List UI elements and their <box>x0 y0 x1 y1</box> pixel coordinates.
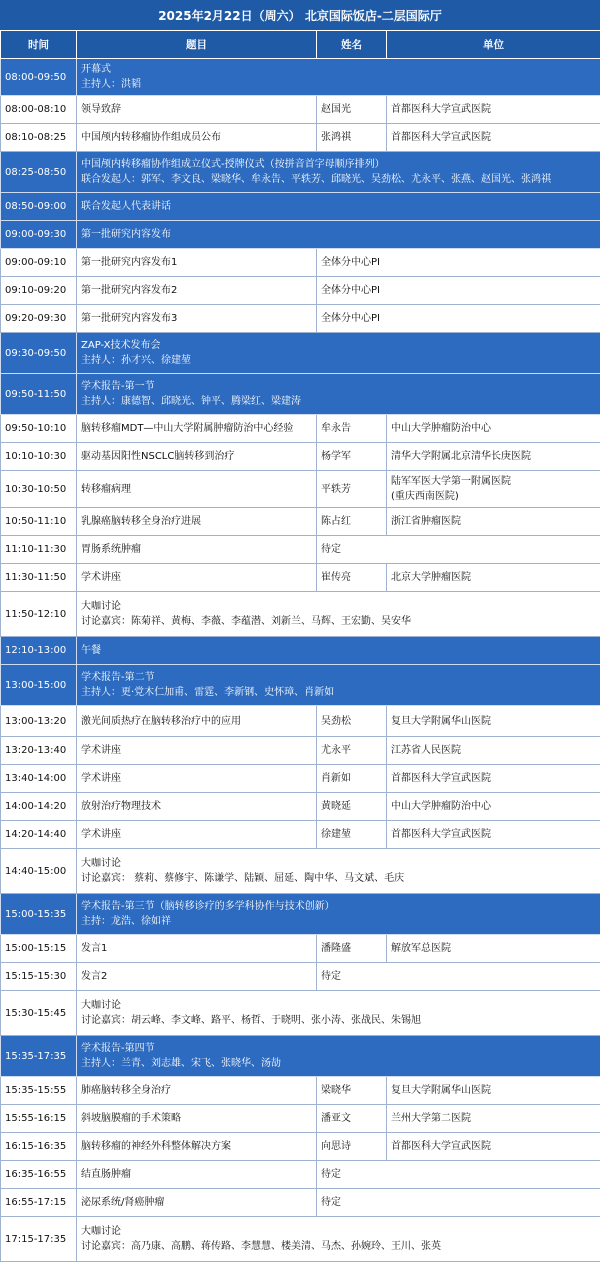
session-host: 主持人：兰青、刘志雄、宋飞、张晓华、汤劼 <box>81 1056 596 1071</box>
table-row <box>1 1133 600 1161</box>
speaker-cell: 张鸿祺 <box>317 124 387 152</box>
speaker-cell: 梁晓华 <box>317 1077 387 1105</box>
unit-line: 陆军军医大学第一附属医院 <box>391 474 596 489</box>
unit-cell: 兰州大学第二医院 <box>387 1105 600 1133</box>
unit-cell: 江苏省人民医院 <box>387 737 600 765</box>
discussion-cell <box>77 991 600 1036</box>
session-title: 第一批研究内容发布 <box>77 221 600 249</box>
unit-cell: 首都医科大学宣武医院 <box>387 821 600 849</box>
title-cell: 肺癌脑转移全身治疗 <box>77 1077 317 1105</box>
session-title: ZAP-X技术发布会 <box>81 338 596 353</box>
speaker-cell: 崔传亮 <box>317 564 387 592</box>
time-cell: 08:00-09:50 <box>1 59 77 96</box>
time-cell: 08:50-09:00 <box>1 193 77 221</box>
table-row <box>1 991 600 1036</box>
table-row <box>1 277 600 305</box>
table-row <box>1 1105 600 1133</box>
time-cell: 15:30-15:45 <box>1 991 77 1036</box>
session-cell <box>77 152 600 193</box>
session-cell <box>77 894 600 935</box>
agenda-table <box>0 30 600 1262</box>
speaker-cell: 待定 <box>317 963 600 991</box>
discussion-title: 大咖讨论 <box>81 1224 596 1239</box>
header-title: 题目 <box>77 31 317 59</box>
session-title: 中国颅内转移瘤协作组成立仪式-授牌仪式（按拼音首字母顺序排列） <box>81 157 596 172</box>
session-cell <box>77 333 600 374</box>
time-cell: 15:00-15:35 <box>1 894 77 935</box>
speaker-cell: 平轶芳 <box>317 471 387 508</box>
time-cell: 08:25-08:50 <box>1 152 77 193</box>
table-row <box>1 963 600 991</box>
unit-cell: 北京大学肿瘤医院 <box>387 564 600 592</box>
header-time: 时间 <box>1 31 77 59</box>
unit-line: (重庆西南医院) <box>391 489 596 504</box>
time-cell: 09:30-09:50 <box>1 333 77 374</box>
schedule-banner: 2025年2月22日（周六） 北京国际饭店-二层国际厅 <box>0 0 600 30</box>
table-row <box>1 637 600 665</box>
table-row <box>1 1161 600 1189</box>
title-cell: 中国颅内转移瘤协作组成员公布 <box>77 124 317 152</box>
time-cell: 14:00-14:20 <box>1 793 77 821</box>
session-title: 开幕式 <box>81 62 596 77</box>
table-header-row <box>1 31 600 59</box>
time-cell: 16:55-17:15 <box>1 1189 77 1217</box>
discussion-guests: 讨论嘉宾：胡云峰、李文峰、路平、杨哲、于晓明、张小涛、张战民、朱锡旭 <box>81 1013 596 1028</box>
speaker-cell: 牟永告 <box>317 415 387 443</box>
discussion-cell <box>77 849 600 894</box>
table-row <box>1 592 600 637</box>
title-cell: 第一批研究内容发布3 <box>77 305 317 333</box>
time-cell: 09:00-09:30 <box>1 221 77 249</box>
speaker-cell: 潘亚文 <box>317 1105 387 1133</box>
speaker-cell: 陈占红 <box>317 508 387 536</box>
title-cell: 领导致辞 <box>77 96 317 124</box>
session-title: 学术报告-第三节（脑转移诊疗的多学科协作与技术创新） <box>81 899 596 914</box>
unit-cell: 首都医科大学宣武医院 <box>387 96 600 124</box>
time-cell: 17:15-17:35 <box>1 1217 77 1262</box>
discussion-guests: 讨论嘉宾：陈菊祥、黄梅、李薇、李蕴潜、刘新兰、马辉、王宏勤、吴安华 <box>81 614 596 629</box>
title-cell: 第一批研究内容发布1 <box>77 249 317 277</box>
speaker-cell: 全体分中心PI <box>317 249 600 277</box>
time-cell: 09:50-11:50 <box>1 374 77 415</box>
title-cell: 学术讲座 <box>77 737 317 765</box>
time-cell: 15:35-17:35 <box>1 1036 77 1077</box>
table-row <box>1 124 600 152</box>
unit-cell: 清华大学附属北京清华长庚医院 <box>387 443 600 471</box>
table-row <box>1 374 600 415</box>
session-host: 主持：龙浩、徐如祥 <box>81 914 596 929</box>
unit-cell: 首都医科大学宣武医院 <box>387 124 600 152</box>
table-row <box>1 471 600 508</box>
speaker-cell: 赵国光 <box>317 96 387 124</box>
table-row <box>1 935 600 963</box>
session-host: 主持人：洪韬 <box>81 77 596 92</box>
session-host: 主持人：更·党木仁加甫、雷霆、李新钢、史怀璋、肖新如 <box>81 685 596 700</box>
table-row <box>1 536 600 564</box>
unit-cell <box>387 471 600 508</box>
discussion-guests: 讨论嘉宾： 蔡莉、蔡修宇、陈谦学、陆颖、屈延、陶中华、马文斌、毛庆 <box>81 871 596 886</box>
title-cell: 学术讲座 <box>77 564 317 592</box>
session-title: 学术报告-第四节 <box>81 1041 596 1056</box>
unit-cell: 浙江省肿瘤医院 <box>387 508 600 536</box>
unit-cell: 中山大学肿瘤防治中心 <box>387 793 600 821</box>
time-cell: 11:50-12:10 <box>1 592 77 637</box>
title-cell: 结直肠肿瘤 <box>77 1161 317 1189</box>
speaker-cell: 吴劲松 <box>317 706 387 737</box>
speaker-cell: 肖新如 <box>317 765 387 793</box>
table-row <box>1 508 600 536</box>
speaker-cell: 向思诗 <box>317 1133 387 1161</box>
speaker-cell: 杨学军 <box>317 443 387 471</box>
table-row <box>1 665 600 706</box>
time-cell: 16:15-16:35 <box>1 1133 77 1161</box>
discussion-title: 大咖讨论 <box>81 998 596 1013</box>
table-row <box>1 333 600 374</box>
title-cell: 激光间质热疗在脑转移治疗中的应用 <box>77 706 317 737</box>
time-cell: 09:50-10:10 <box>1 415 77 443</box>
speaker-cell: 潘隆盛 <box>317 935 387 963</box>
speaker-cell: 黄晓延 <box>317 793 387 821</box>
time-cell: 13:00-13:20 <box>1 706 77 737</box>
session-cell <box>77 374 600 415</box>
speaker-cell: 尤永平 <box>317 737 387 765</box>
time-cell: 14:40-15:00 <box>1 849 77 894</box>
time-cell: 15:55-16:15 <box>1 1105 77 1133</box>
title-cell: 胃肠系统肿瘤 <box>77 536 317 564</box>
table-row <box>1 894 600 935</box>
speaker-cell: 待定 <box>317 1189 600 1217</box>
time-cell: 13:20-13:40 <box>1 737 77 765</box>
table-row <box>1 59 600 96</box>
table-row <box>1 793 600 821</box>
speaker-cell: 全体分中心PI <box>317 305 600 333</box>
time-cell: 11:10-11:30 <box>1 536 77 564</box>
table-row <box>1 737 600 765</box>
table-row <box>1 221 600 249</box>
unit-cell: 首都医科大学宣武医院 <box>387 765 600 793</box>
speaker-cell: 全体分中心PI <box>317 277 600 305</box>
time-cell: 13:40-14:00 <box>1 765 77 793</box>
discussion-cell <box>77 592 600 637</box>
time-cell: 14:20-14:40 <box>1 821 77 849</box>
unit-cell: 首都医科大学宣武医院 <box>387 1133 600 1161</box>
unit-cell: 复旦大学附属华山医院 <box>387 706 600 737</box>
title-cell: 脑转移瘤的神经外科整体解决方案 <box>77 1133 317 1161</box>
title-cell: 学术讲座 <box>77 821 317 849</box>
table-row <box>1 249 600 277</box>
table-row <box>1 706 600 737</box>
title-cell: 脑转移瘤MDT—中山大学附属肿瘤防治中心经验 <box>77 415 317 443</box>
title-cell: 驱动基因阳性NSCLC脑转移到治疗 <box>77 443 317 471</box>
title-cell: 斜坡脑膜瘤的手术策略 <box>77 1105 317 1133</box>
time-cell: 10:10-10:30 <box>1 443 77 471</box>
unit-cell: 复旦大学附属华山医院 <box>387 1077 600 1105</box>
session-host: 主持人：孙才兴、徐建堃 <box>81 353 596 368</box>
time-cell: 11:30-11:50 <box>1 564 77 592</box>
session-host: 联合发起人：郭军、李文良、梁晓华、牟永告、平轶芳、邱晓光、吴劲松、尤永平、张燕、赵国光、张鸿祺 <box>81 172 596 187</box>
table-row <box>1 443 600 471</box>
time-cell: 12:10-13:00 <box>1 637 77 665</box>
session-cell <box>77 1036 600 1077</box>
table-row <box>1 415 600 443</box>
table-row <box>1 1189 600 1217</box>
session-cell <box>77 665 600 706</box>
unit-cell: 中山大学肿瘤防治中心 <box>387 415 600 443</box>
title-cell: 第一批研究内容发布2 <box>77 277 317 305</box>
table-row <box>1 305 600 333</box>
title-cell: 学术讲座 <box>77 765 317 793</box>
unit-cell: 解放军总医院 <box>387 935 600 963</box>
table-row <box>1 96 600 124</box>
time-cell: 09:10-09:20 <box>1 277 77 305</box>
table-row <box>1 821 600 849</box>
speaker-cell: 待定 <box>317 1161 600 1189</box>
time-cell: 16:35-16:55 <box>1 1161 77 1189</box>
time-cell: 09:20-09:30 <box>1 305 77 333</box>
table-row <box>1 765 600 793</box>
title-cell: 放射治疗物理技术 <box>77 793 317 821</box>
time-cell: 13:00-15:00 <box>1 665 77 706</box>
table-row <box>1 1077 600 1105</box>
time-cell: 10:30-10:50 <box>1 471 77 508</box>
session-title: 联合发起人代表讲话 <box>77 193 600 221</box>
time-cell: 15:15-15:30 <box>1 963 77 991</box>
session-title: 学术报告-第一节 <box>81 379 596 394</box>
discussion-title: 大咖讨论 <box>81 856 596 871</box>
title-cell: 发言2 <box>77 963 317 991</box>
table-row <box>1 849 600 894</box>
session-cell <box>77 59 600 96</box>
discussion-guests: 讨论嘉宾：高乃康、高鹏、蒋传路、李慧慧、楼美清、马杰、孙婉玲、王川、张英 <box>81 1239 596 1254</box>
time-cell: 08:00-08:10 <box>1 96 77 124</box>
time-cell: 09:00-09:10 <box>1 249 77 277</box>
header-name: 姓名 <box>317 31 387 59</box>
table-row <box>1 193 600 221</box>
time-cell: 10:50-11:10 <box>1 508 77 536</box>
time-cell: 08:10-08:25 <box>1 124 77 152</box>
title-cell: 乳腺癌脑转移全身治疗进展 <box>77 508 317 536</box>
title-cell: 发言1 <box>77 935 317 963</box>
speaker-cell: 待定 <box>317 536 600 564</box>
header-unit: 单位 <box>387 31 600 59</box>
session-title: 午餐 <box>77 637 600 665</box>
table-row <box>1 564 600 592</box>
discussion-title: 大咖讨论 <box>81 599 596 614</box>
time-cell: 15:35-15:55 <box>1 1077 77 1105</box>
session-title: 学术报告-第二节 <box>81 670 596 685</box>
table-row <box>1 152 600 193</box>
speaker-cell: 徐建堃 <box>317 821 387 849</box>
time-cell: 15:00-15:15 <box>1 935 77 963</box>
table-row <box>1 1036 600 1077</box>
session-host: 主持人：康德智、邱晓光、钟平、腾梁红、梁建涛 <box>81 394 596 409</box>
title-cell: 转移瘤病理 <box>77 471 317 508</box>
title-cell: 泌尿系统/肾癌肿瘤 <box>77 1189 317 1217</box>
